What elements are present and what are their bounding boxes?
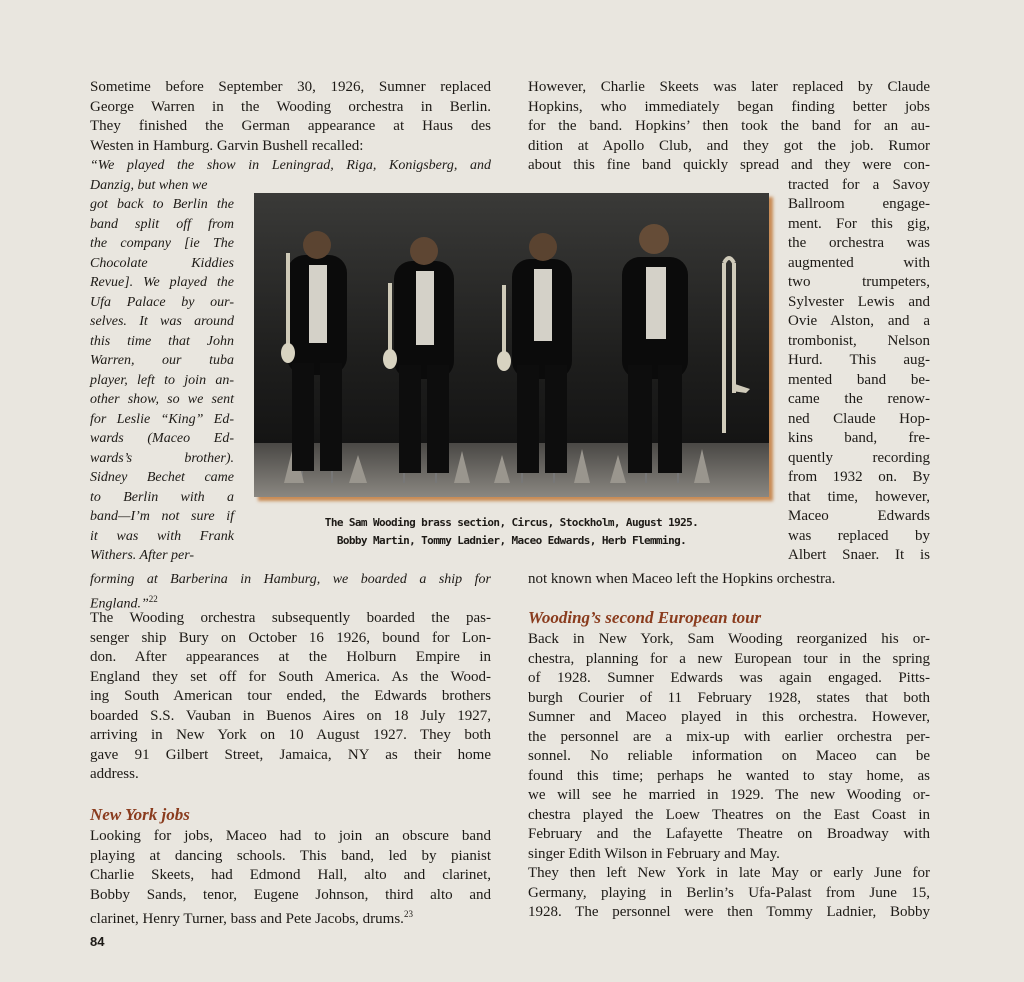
body-line: Charlie Skeets, had Edmond Hall, alto and clarinet, xyxy=(90,867,491,883)
body-line: gave 91 Gilbert Street, Jamaica, NY as their home xyxy=(90,746,491,763)
quote-line: Ufa Palace by our- xyxy=(90,294,234,310)
quote-line: Warren, our tuba xyxy=(90,353,234,368)
body-line: Looking for jobs, Maceo had to join an obscure band xyxy=(90,828,491,844)
body-line: George Warren in the Wooding orchestra in Berlin. xyxy=(90,98,491,115)
body-line: found this time; perhaps he wanted to stay home, as xyxy=(528,767,930,784)
body-line: of 1928. Sumner Edwards was again engaged. Pitts- xyxy=(528,670,930,686)
body-line: ing South American tour ended, the Edwards brothers xyxy=(90,688,491,704)
body-line: sonnel. No reliable information on Maceo can be xyxy=(528,748,930,764)
section-heading-second-european-tour: Wooding’s second European tour xyxy=(528,608,762,627)
body-line: Ovie Alston, and a xyxy=(788,313,930,329)
body-line: ned Claude Hop- xyxy=(788,410,930,427)
quote-line: Chocolate Kiddies xyxy=(90,255,234,271)
quote-line: for Leslie “King” Ed- xyxy=(90,411,234,427)
quote-line: band split off from xyxy=(90,216,234,232)
body-line: Bobby Sands, tenor, Eugene Johnson, third alto and xyxy=(90,886,491,903)
body-line: Sylvester Lewis and xyxy=(788,293,930,310)
body-line: However, Charlie Skeets was later replaced by Claude xyxy=(528,79,930,95)
quote-line: Sidney Bechet came xyxy=(90,470,234,485)
body-line: the orchestra was xyxy=(788,235,930,251)
quote-line: forming at Barberina in Hamburg, we boarded a ship for xyxy=(90,572,491,587)
body-line: for the band. Hopkins’ then took the band for an au- xyxy=(528,118,930,134)
brass-section-photo xyxy=(254,193,769,497)
quote-line: got back to Berlin the xyxy=(90,197,234,212)
quote-line: band—I’m not sure if xyxy=(90,509,234,524)
quote-line: Danzig, but when we xyxy=(90,177,208,193)
quote-line: this time that John xyxy=(90,333,234,349)
body-line: ment. For this gig, xyxy=(788,215,930,232)
body-line: They finished the German appearance at Haus des xyxy=(90,118,491,134)
body-line: burgh Courier of 11 February 1928, states that both xyxy=(528,689,930,706)
body-line: England they set off for South America. As the Wood- xyxy=(90,668,491,685)
quote-line: to Berlin with a xyxy=(90,489,234,505)
body-line: Albert Snaer. It is xyxy=(788,547,930,563)
body-line: address. xyxy=(90,766,139,782)
body-line: chestra played the Loew Theatres on the East Coast in xyxy=(528,806,930,823)
body-line: boarded S.S. Vauban in Buenos Aires on 18 July 1927, xyxy=(90,707,491,724)
body-line: that time, however, xyxy=(788,488,930,505)
body-line: trombonist, Nelson xyxy=(788,332,930,349)
body-line: we will see he married in 1929. The new Wooding or- xyxy=(528,787,930,803)
body-line: senger ship Bury on October 16 1926, bound for Lon- xyxy=(90,629,491,646)
quote-line: wards’s brother). xyxy=(90,450,234,466)
body-line: the personnel are a mix-up with earlier orchestra per- xyxy=(528,728,930,745)
body-line: Westen in Hamburg. Garvin Bushell recalled: xyxy=(90,137,364,154)
body-line: Hurd. This aug- xyxy=(788,352,930,368)
body-line: dition at Apollo Club, and they got the job. Rumor xyxy=(528,137,930,154)
body-line: Ballroom engage- xyxy=(788,196,930,212)
photo-caption-line-2: Bobby Martin, Tommy Ladnier, Maceo Edwards, Herb Flemming. xyxy=(336,534,687,547)
body-line: came the renow- xyxy=(788,391,930,407)
body-line-with-footnote xyxy=(90,905,491,930)
body-line: not known when Maceo left the Hopkins orchestra. xyxy=(528,571,836,587)
quote-line: Withers. After per- xyxy=(90,548,195,563)
body-line: Hopkins, who immediately began finding better jobs xyxy=(528,98,930,115)
quote-end-text: England.” xyxy=(90,596,149,612)
body-line: Sometime before September 30, 1926, Sumner replaced xyxy=(90,79,491,95)
quote-line: Revue]. We played the xyxy=(90,275,234,290)
page-number: 84 xyxy=(90,934,105,949)
body-line: Sumner and Maceo played in this orchestra. However, xyxy=(528,709,930,725)
body-line: two trumpeters, xyxy=(788,274,930,290)
quote-line: wards (Maceo Ed- xyxy=(90,431,234,446)
body-line: Back in New York, Sam Wooding reorganized his or- xyxy=(528,631,930,647)
body-line: chestra, planning for a new European tour in the spring xyxy=(528,650,930,667)
body-line: tracted for a Savoy xyxy=(788,176,930,193)
quote-line: selves. It was around xyxy=(90,314,234,329)
quote-line: the company [ie The xyxy=(90,236,234,251)
photo-caption-line-1: The Sam Wooding brass section, Circus, Stockholm, August 1925. xyxy=(324,516,699,529)
body-line: They then left New York in late May or early June for xyxy=(528,865,930,881)
quote-line: it was with Frank xyxy=(90,528,234,544)
section-heading-new-york-jobs: New York jobs xyxy=(90,805,190,824)
quote-line: other show, so we sent xyxy=(90,392,234,407)
body-line: about this fine band quickly spread and they were con- xyxy=(528,157,930,173)
body-line: don. After appearances at the Holburn Empire in xyxy=(90,649,491,665)
body-line: playing at dancing schools. This band, led by pianist xyxy=(90,847,491,864)
body-line: mented band be- xyxy=(788,371,930,388)
body-line: singer Edith Wilson in February and May. xyxy=(528,845,780,862)
footnote-ref-23[interactable]: 23 xyxy=(403,909,413,919)
quote-line: “We played the show in Leningrad, Riga, Konigsberg, and xyxy=(90,158,491,173)
quote-line: player, left to join an- xyxy=(90,372,234,388)
footnote-ref-22[interactable]: 22 xyxy=(148,593,158,604)
body-line: The Wooding orchestra subsequently boarded the pas- xyxy=(90,610,491,626)
body-line: kins band, fre- xyxy=(788,430,930,446)
body-line: arriving in New York on 10 August 1927. They both xyxy=(90,727,491,743)
body-line: February and the Lafayette Theatre on Broadway with xyxy=(528,826,930,842)
body-line: quently recording xyxy=(788,449,930,466)
body-line: 1928. The personnel were then Tommy Ladnier, Bobby xyxy=(528,904,930,920)
body-line: was replaced by xyxy=(788,527,930,544)
body-line: from 1932 on. By xyxy=(788,469,930,485)
body-line: Maceo Edwards xyxy=(788,508,930,524)
body-line: Germany, playing in Berlin’s Ufa-Palast from June 15, xyxy=(528,884,930,901)
body-line: augmented with xyxy=(788,254,930,271)
body-text: clarinet, Henry Turner, bass and Pete Jacobs, drums. xyxy=(90,911,404,927)
